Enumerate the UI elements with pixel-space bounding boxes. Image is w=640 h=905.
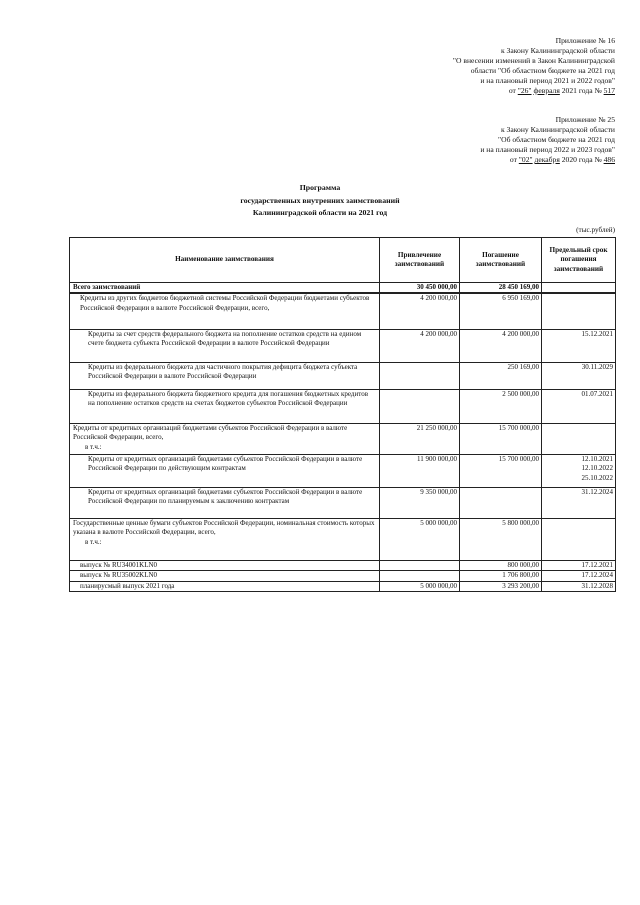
row-repay: 800 000,00 [460, 560, 542, 570]
row-repay: 4 200 000,00 [460, 329, 542, 362]
row-repay: 3 293 200,00 [460, 581, 542, 591]
header-line: и на плановый период 2021 и 2022 годов" [480, 76, 615, 85]
header-deadline: Предельный срок погашения заимствований [542, 238, 616, 283]
row-deadline: 30.11.2029 [542, 362, 616, 389]
table-row [70, 362, 616, 389]
header-repay: Погашение заимствований [460, 238, 542, 283]
deadline-date: 12.10.2022 [581, 464, 613, 473]
row-name: Кредиты от кредитных организаций бюджетами субъектов Российской Федерации в валюте Российской Федерации по действующим контрактам [70, 454, 380, 487]
row-name: выпуск № RU35002KLN0 [70, 571, 380, 581]
row-subnote: в т.ч.: [85, 537, 102, 546]
row-deadline: 31.12.2028 [542, 581, 616, 591]
header-date [453, 86, 615, 96]
table-header-row [70, 238, 616, 283]
table-row [70, 329, 616, 362]
row-deadline: 31.12.2024 [542, 487, 616, 518]
law-number: 517 [603, 86, 615, 95]
row-borrow [380, 389, 460, 423]
header-line: Приложение № 16 [555, 36, 615, 45]
row-borrow: 11 900 000,00 [380, 454, 460, 487]
row-deadline: 17.12.2021 [542, 560, 616, 570]
row-name [70, 423, 380, 454]
date-year: 2021 года № [559, 86, 604, 95]
row-borrow: 4 200 000,00 [380, 329, 460, 362]
table-row [70, 518, 616, 560]
row-name [70, 518, 380, 560]
row-repay: 1 706 800,00 [460, 571, 542, 581]
row-name: Кредиты за счет средств федерального бюджета на пополнение остатков средств на едином счете бюджета субъекта Российской Федерации в валюте Российской Федерации [70, 329, 380, 362]
date-day: "02" [518, 155, 533, 164]
date-year: 2020 года № [559, 155, 604, 164]
row-repay: 15 700 000,00 [460, 454, 542, 487]
row-subnote: в т.ч.: [85, 442, 102, 451]
row-borrow: 4 200 000,00 [380, 293, 460, 329]
date-prefix: от [508, 86, 518, 95]
title-line: Программа [299, 183, 341, 192]
date-prefix: от [509, 155, 519, 164]
row-name: выпуск № RU34001KLN0 [70, 560, 380, 570]
row-deadline [542, 518, 616, 560]
title-line: Калининградской области на 2021 год [252, 208, 388, 217]
row-repay: 28 450 169,00 [460, 283, 542, 294]
row-name: Кредиты из других бюджетов бюджетной системы Российской Федерации бюджетами субъектов Российской Федерации в валюте Российской Федерации, всего, [70, 293, 380, 329]
header-name: Наименование заимствования [70, 238, 380, 283]
title-line: государственных внутренних заимствований [240, 195, 400, 205]
row-deadline: 15.12.2021 [542, 329, 616, 362]
header-date [480, 155, 615, 165]
header-line: и на плановый период 2022 и 2023 годов" [480, 145, 615, 154]
table-row-total [70, 283, 616, 294]
row-repay: 5 800 000,00 [460, 518, 542, 560]
row-repay: 15 700 000,00 [460, 423, 542, 454]
row-borrow [380, 560, 460, 570]
row-borrow: 9 350 000,00 [380, 487, 460, 518]
row-deadline [542, 423, 616, 454]
deadline-date: 12.10.2021 [581, 454, 613, 463]
borrowing-table [69, 237, 616, 592]
row-name: Кредиты из федерального бюджета бюджетного кредита для погашения бюджетных кредитов на пополнение остатков средств на счетах бюджетов субъектов Российской Федерации [70, 389, 380, 423]
row-deadline [542, 454, 616, 487]
row-deadline [542, 283, 616, 294]
header-line: к Закону Калининградской области [500, 125, 615, 134]
header-line: области "Об областном бюджете на 2021 год [470, 66, 615, 75]
row-borrow [380, 571, 460, 581]
deadline-date: 25.10.2022 [581, 473, 613, 482]
row-deadline: 01.07.2021 [542, 389, 616, 423]
document-title [0, 182, 640, 220]
appendix-25-header [480, 115, 615, 165]
header-line: "О внесении изменений в Закон Калининградской [452, 56, 615, 65]
row-name: Кредиты от кредитных организаций бюджетами субъектов Российской Федерации в валюте Российской Федерации по планируемым к заключению контрактам [70, 487, 380, 518]
date-day: "26" [517, 86, 532, 95]
table-row [70, 487, 616, 518]
header-line: Приложение № 25 [555, 115, 615, 124]
table-row [70, 293, 616, 329]
row-borrow [380, 362, 460, 389]
header-borrow: Привлечение заимствований [380, 238, 460, 283]
row-name: Всего заимствований [70, 283, 380, 294]
table-row [70, 560, 616, 570]
row-name: планирусмый выпуск 2021 года [70, 581, 380, 591]
row-repay [460, 487, 542, 518]
date-month: февраля [533, 86, 560, 95]
table-row [70, 454, 616, 487]
law-number: 486 [603, 155, 615, 164]
row-name-text: Государственные ценные бумаги субъектов Российской Федерации, номинальная стоимость которых указана в валюте Российской Федерации, всего, [73, 518, 375, 537]
row-borrow: 30 450 000,00 [380, 283, 460, 294]
row-borrow: 5 000 000,00 [380, 518, 460, 560]
row-repay: 6 950 169,00 [460, 293, 542, 329]
header-line: к Закону Калининградской области [500, 46, 615, 55]
row-deadline: 17.12.2024 [542, 571, 616, 581]
row-deadline [542, 293, 616, 329]
table-row [70, 389, 616, 423]
table-row [70, 423, 616, 454]
row-name-text: Кредиты от кредитных организаций бюджетами субъектов Российской Федерации в валюте Российской Федерации, всего, [73, 423, 348, 442]
table-row [70, 581, 616, 591]
table-row [70, 571, 616, 581]
row-repay: 250 169,00 [460, 362, 542, 389]
appendix-16-header [453, 36, 615, 96]
row-borrow: 21 250 000,00 [380, 423, 460, 454]
header-line: "Об областном бюджете на 2021 год [498, 135, 615, 144]
row-repay: 2 500 000,00 [460, 389, 542, 423]
units-label: (тыс.рублей) [576, 226, 615, 234]
row-name: Кредиты из федерального бюджета для частичного покрытия дефицита бюджета субъекта Российской Федерации в валюте Российской Федерации [70, 362, 380, 389]
date-month: декабря [534, 155, 560, 164]
row-borrow: 5 000 000,00 [380, 581, 460, 591]
